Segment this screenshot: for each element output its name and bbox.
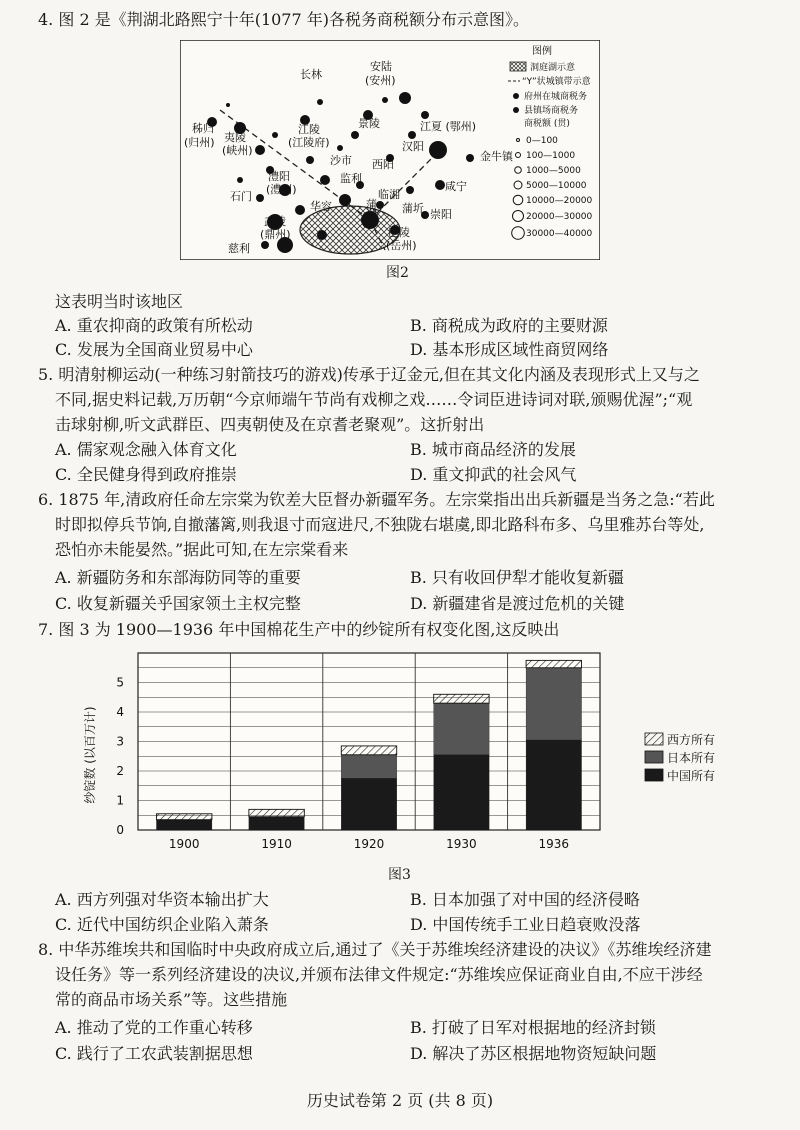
- x-tick-label: 1910: [261, 837, 292, 851]
- q8-option-c[interactable]: C. 践行了工农武装割据思想: [55, 1044, 253, 1063]
- q8-option-d[interactable]: D. 解决了苏区根据地物资短缺问题: [410, 1044, 657, 1063]
- q4-option-c[interactable]: C. 发展为全国商业贸易中心: [55, 340, 253, 359]
- place-puqi: 蒲圻: [402, 202, 424, 215]
- bar-segment: [156, 814, 211, 820]
- q8-line-2: 设任务》等一系列经济建设的决议,并颁布法律文件规定:“苏维埃应保证商业自由,不应干涉经: [55, 965, 703, 984]
- place-jiangling: 江陵: [298, 123, 320, 136]
- legend-label: 日本所有: [667, 751, 716, 765]
- place-shimen: 石门: [230, 190, 252, 203]
- bar-segment: [434, 755, 489, 830]
- q8-line-1: 8. 中华苏维埃共和国临时中央政府成立后,通过了《关于苏维埃经济建设的决议》《苏维埃经济建: [38, 940, 712, 959]
- legend-range-2: 100—1000: [526, 151, 576, 161]
- place-jingling: 景陵: [358, 117, 380, 130]
- place-jinniu: 金牛镇: [480, 150, 513, 163]
- legend-range-1: 0—100: [526, 136, 558, 146]
- figure-2-map: [180, 40, 600, 260]
- place-cili: 慈利: [228, 242, 250, 255]
- q6-line-2: 时即拟停兵节饷,自撤藩篱,则我退寸而寇进尺,不独陇右堪虞,即北路科布多、乌里雅苏台等处,: [55, 515, 705, 534]
- place-lizhou: 澧阳: [268, 170, 290, 183]
- legend-range-7: 30000—40000: [526, 229, 593, 239]
- q6-line-1: 6. 1875 年,清政府任命左宗棠为钦差大臣督办新疆军务。左宗棠指出出兵新疆是当务之急:“若此: [38, 490, 715, 509]
- place-jiangxia: 江夏 (鄂州): [420, 120, 477, 133]
- place-jiangling-sub: (江陵府): [288, 136, 330, 149]
- q5-line-1: 5. 明清射柳运动(一种练习射箭技巧的游戏)传承于辽金元,但在其文化内涵及表现形式上又与之: [38, 365, 700, 384]
- q6-option-d[interactable]: D. 新疆建省是渡过危机的关键: [410, 594, 625, 613]
- q5-option-d[interactable]: D. 重文抑武的社会风气: [410, 465, 577, 484]
- place-wuling: 武陵: [264, 215, 286, 228]
- y-tick-label: 0: [116, 823, 124, 837]
- place-gui-sub: (归州): [184, 136, 215, 149]
- legend-lake: 洞庭湖示意: [530, 63, 576, 73]
- legend-range-5: 10000—20000: [526, 196, 593, 206]
- legend-swatch: [645, 769, 663, 781]
- q5-line-3: 击球射柳,听文武群臣、四夷朝使及在京耆老聚观”。这折射出: [55, 415, 485, 434]
- figure-3-label: 图3: [388, 867, 411, 883]
- q7-option-d[interactable]: D. 中国传统手工业日趋衰败没落: [410, 915, 641, 934]
- legend-prefecture-dot: [513, 93, 519, 99]
- place-chongyang: 崇阳: [430, 208, 452, 221]
- place-linxiang: 临湘: [378, 188, 400, 201]
- legend-label: 西方所有: [667, 733, 716, 747]
- place-anzhou-sub: (安州): [365, 74, 396, 87]
- q4-option-b[interactable]: B. 商税成为政府的主要财源: [410, 316, 608, 335]
- q6-option-c[interactable]: C. 收复新疆关乎国家领土主权完整: [55, 594, 301, 613]
- q5-option-c[interactable]: C. 全民健身得到政府推崇: [55, 465, 237, 484]
- q8-option-b[interactable]: B. 打破了日军对根据地的经济封锁: [410, 1018, 656, 1037]
- legend-range-3: 1000—5000: [526, 166, 581, 176]
- place-hanyang: 汉阳: [402, 140, 424, 153]
- x-tick-label: 1900: [168, 837, 200, 851]
- y-axis-label: 纱锭数 (以百万计): [83, 706, 97, 804]
- legend-swatch: [645, 751, 663, 763]
- legend-belt: “Y”状城镇带示意: [522, 77, 591, 87]
- place-changlin: 长林: [300, 68, 322, 81]
- bar-segment: [526, 740, 581, 830]
- place-shashi: 沙市: [330, 154, 352, 167]
- q8-line-3: 常的商品市场关系”等。这些措施: [55, 990, 288, 1009]
- place-baling: 巴陵: [388, 226, 410, 239]
- page-footer: 历史试卷第 2 页 (共 8 页): [306, 1091, 494, 1110]
- bar-segment: [156, 820, 211, 830]
- q4-lead: 这表明当时该地区: [55, 292, 184, 311]
- y-tick-label: 5: [116, 675, 124, 690]
- y-tick-label: 3: [116, 734, 124, 749]
- x-tick-label: 1936: [538, 837, 570, 851]
- q6-option-b[interactable]: B. 只有收回伊犁才能收复新疆: [410, 568, 624, 587]
- q7-option-c[interactable]: C. 近代中国纺织企业陷入萧条: [55, 915, 269, 934]
- bar-segment: [341, 755, 396, 779]
- bar-segment: [434, 703, 489, 755]
- bar-segment: [526, 660, 581, 667]
- place-anzhou: 安陆: [370, 60, 392, 73]
- dongting-lake: [300, 206, 400, 254]
- legend-lake-swatch: [510, 62, 526, 71]
- place-yiling-sub: (峡州): [222, 144, 253, 157]
- bar-segment: [434, 694, 489, 703]
- q6-option-a[interactable]: A. 新疆防务和东部海防同等的重要: [55, 568, 301, 587]
- place-gui: 秭归: [192, 122, 214, 135]
- place-xianning: 咸宁: [445, 180, 467, 193]
- bar-segment: [526, 668, 581, 740]
- q7-stem: 7. 图 3 为 1900—1936 年中国棉花生产中的纱锭所有权变化图,这反映出: [38, 620, 560, 639]
- place-xiang: 湘: [366, 208, 377, 221]
- x-tick-label: 1920: [353, 837, 385, 851]
- q7-option-b[interactable]: B. 日本加强了对中国的经济侵略: [410, 890, 640, 909]
- y-tick-label: 2: [116, 764, 124, 778]
- y-tick-label: 4: [116, 705, 124, 719]
- q5-option-b[interactable]: B. 城市商品经济的发展: [410, 440, 576, 459]
- q5-option-a[interactable]: A. 儒家观念融入体育文化: [55, 440, 237, 459]
- legend-range-4: 5000—10000: [526, 181, 587, 191]
- place-huarong: 华容: [310, 200, 332, 213]
- x-tick-label: 1930: [446, 837, 477, 851]
- legend-swatch: [645, 733, 663, 745]
- y-tick-label: 1: [116, 793, 124, 808]
- legend-label: 中国所有: [667, 769, 716, 783]
- legend-title: 图例: [532, 46, 552, 57]
- legend-prefecture: 府州在城商税务: [524, 92, 588, 102]
- bar-segment: [249, 817, 304, 830]
- q8-option-a[interactable]: A. 推动了党的工作重心转移: [55, 1018, 253, 1037]
- q7-option-a[interactable]: A. 西方列强对华资本输出扩大: [55, 890, 269, 909]
- q4-stem: 4. 图 2 是《荆湖北路熙宁十年(1077 年)各税务商税额分布示意图》。: [38, 10, 529, 29]
- bar-segment: [341, 746, 396, 755]
- q4-option-a[interactable]: A. 重农抑商的政策有所松动: [55, 316, 253, 335]
- q5-line-2: 不同,据史料记载,万历朝“今京师端午节尚有戏柳之戏……令词臣进诗词对联,颁赐优渥”;“观: [55, 390, 693, 409]
- figure-3-chart: [80, 645, 740, 860]
- q6-line-3: 恐怕亦未能晏然。”据此可知,在左宗棠看来: [55, 540, 349, 559]
- legend-range-6: 20000—30000: [526, 212, 593, 222]
- legend-county: 县镇场商税务: [524, 106, 579, 116]
- q4-option-d[interactable]: D. 基本形成区域性商贸网络: [410, 340, 609, 359]
- place-lizhou-sub: (澧州): [266, 183, 297, 196]
- bar-segment: [249, 809, 304, 816]
- figure-2-label: 图2: [386, 265, 409, 281]
- place-xiyang: 西阳: [372, 158, 394, 171]
- place-yiling: 夷陵: [224, 131, 246, 144]
- legend-amount-title: 商税额 (贯): [524, 119, 570, 129]
- place-jianli: 监利: [340, 172, 362, 185]
- place-wuling-sub: (鼎州): [260, 228, 291, 241]
- bar-segment: [341, 778, 396, 830]
- place-pu: 蒲: [366, 198, 377, 211]
- place-baling-sub: (岳州): [386, 239, 417, 252]
- legend-county-dot: [513, 107, 519, 113]
